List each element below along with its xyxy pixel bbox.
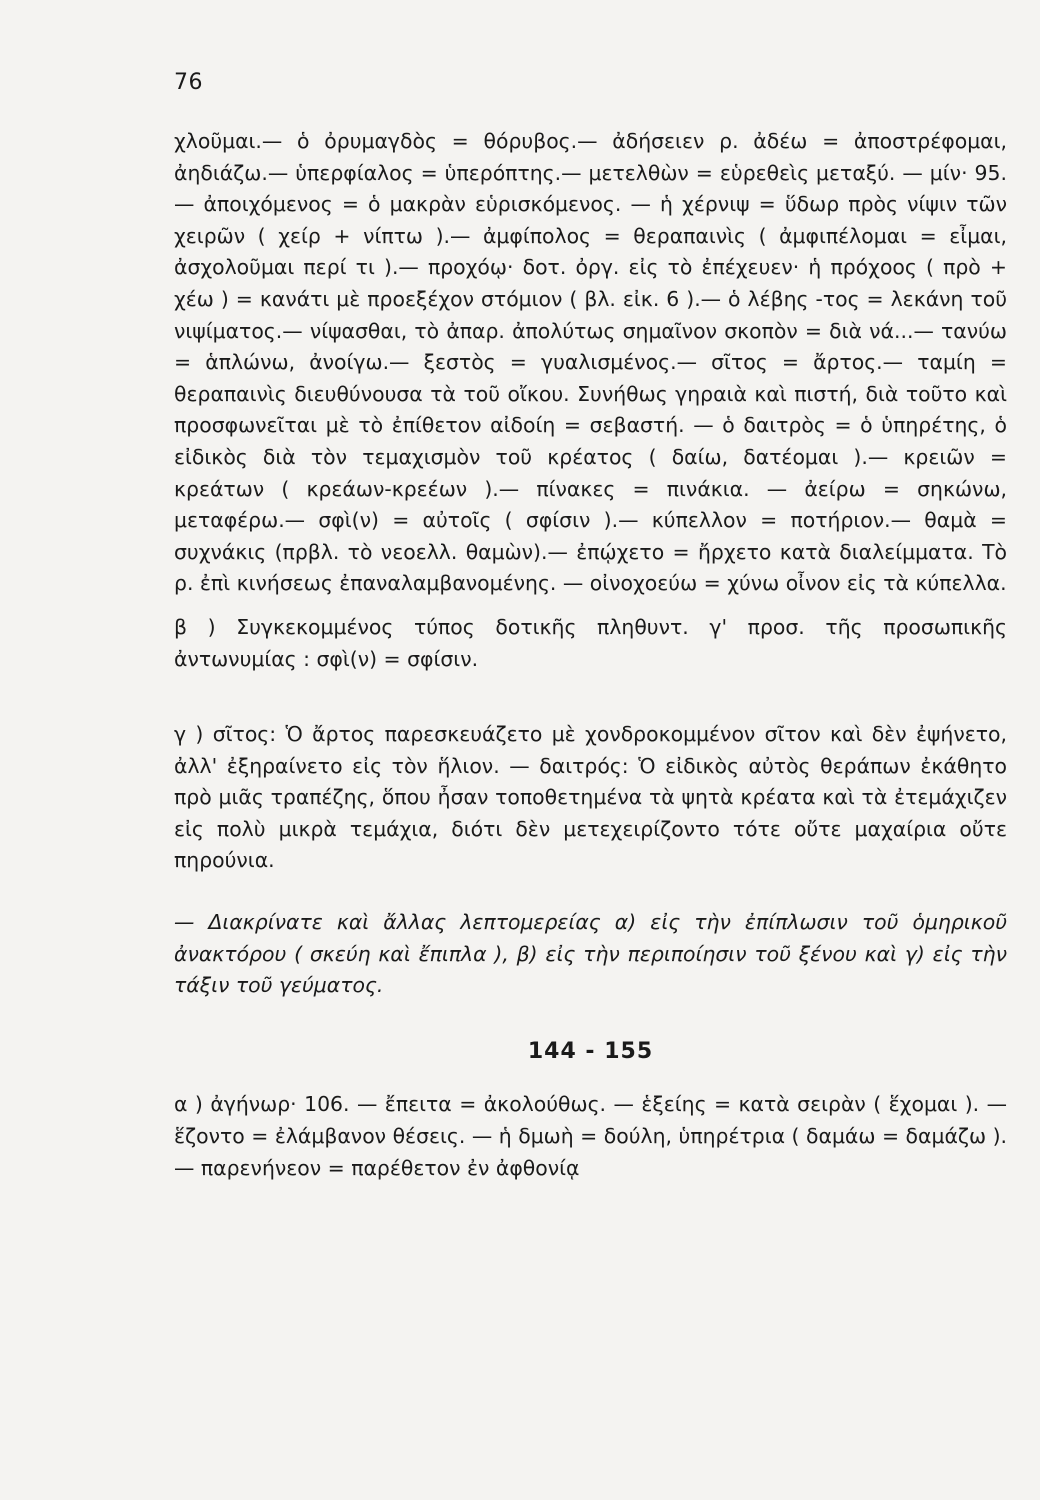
paragraph-beta: β ) Συγκεκομμένος τύπος δοτικῆς πληθυντ. γ' προσ. τῆς προσωπικῆς ἀντωνυμίας : σφὶ(ν) = σφίσιν. [174,614,1007,671]
section-heading: 144 - 155 [527,1038,654,1064]
body-text [174,126,1007,1184]
paragraph-glossary: χλοῦμαι.— ὁ ὀρυμαγδὸς = θόρυβος.— ἀδήσειεν ρ. ἀδέω = ἀποστρέφομαι, ἀηδιάζω.— ὑπερφίαλος = ὑπερόπτης.— μετελθὼν = εὑρεθεὶς μεταξύ. — μίν· 95.— ἀποιχόμενος = ὁ μακρὰν εὑρισκόμενος. — ἡ χέρνιψ = ὕδωρ πρὸς νίψιν τῶν χειρῶν ( χείρ + νίπτω ).— ἀμφίπολος = θεραπαινὶς ( ἀμφιπέλομαι = εἶμαι, ἀσχολοῦμαι περί τι ).— προχόῳ· δοτ. ὀργ. εἰς τὸ ἐπέχευεν· ἡ πρόχοος ( πρὸ + χέω ) = κανάτι μὲ προεξέχον στόμιον ( βλ. εἰκ. 6 ).— ὁ λέβης -τος = λεκάνη τοῦ νιψίματος.— νίψασθαι, τὸ ἀπαρ. ἀπολύτως σημαῖνον σκοπὸν = διὰ νά...— τανύω = ἁπλώνω, ἀνοίγω.— ξεστὸς = γυαλισμένος.— σῖτος = ἄρτος.— ταμίη = θεραπαινὶς διευθύνουσα τὰ τοῦ οἴκου. Συνήθως γηραιὰ καὶ πιστή, διὰ τοῦτο καὶ προσφωνεῖται μὲ τὸ ἐπίθετον αἰδοίη = σεβαστή. — ὁ δαιτρὸς = ὁ ὑπηρέτης, ὁ εἰδικὸς διὰ τὸν τεμαχισμὸν τοῦ κρέατος ( δαίω, δατέομαι ).— κρειῶν = κρεάτων ( κρεάων-κρεέων ).— πίνακες = πινάκια. — ἀείρω = σηκώνω, μεταφέρω.— σφὶ(ν) = αὐτοῖς ( σφίσιν ).— κύπελλον = ποτήριον.— θαμὰ = συχνάκις (πρβλ. τὸ νεοελλ. θαμὼν).— ἐπῴχετο = ἤρχετο κατὰ διαλείμματα. Τὸ ρ. ἐπὶ κινήσεως ἐπαναλαμβανομένης. — οἰνοχοεύω = χύνω οἶνον εἰς τὰ κύπελλα. [174,129,1007,596]
paragraph-exercise: — Διακρίνατε καὶ ἄλλας λεπτομερείας α) εἰς τὴν ἐπίπλωσιν τοῦ ὁμηρικοῦ ἀνακτόρου ( σκεύη καὶ ἔπιπλα ), β) εἰς τὴν περιποίησιν τοῦ ξένου καὶ γ) εἰς τὴν τάξιν τοῦ γεύματος. [174,910,1007,998]
paragraph-gamma: γ ) σῖτος: Ὁ ἄρτος παρεσκευάζετο μὲ χονδροκομμένον σῖτον καὶ δὲν ἐψήνετο, ἀλλ' ἐξηραίνετο εἰς τὸν ἥλιον. — δαιτρός: Ὁ εἰδικὸς αὐτὸς θεράπων ἐκάθητο πρὸ μιᾶς τραπέζης, ὅπου ἦσαν τοποθετημένα τὰ ψητὰ κρέατα καὶ τὰ ἐτεμάχιζεν εἰς πολὺ μικρὰ τεμάχια, διότι δὲν μετεχειρίζοντο τότε οὔτε μαχαίρια οὔτε πηρούνια. [174,722,1007,873]
page-number: 76 [174,70,203,95]
paragraph-alpha: α ) ἀγήνωρ· 106. — ἔπειτα = ἀκολούθως. — ἑξείης = κατὰ σειρὰν ( ἕχομαι ). — ἕζοντο = ἐλάμβανον θέσεις. — ἡ δμωὴ = δούλη, ὑπηρέτρια ( δαμάω = δαμάζω ). — παρενήνεον = παρέθετον ἐν ἀφθονίᾳ [174,1092,1007,1180]
